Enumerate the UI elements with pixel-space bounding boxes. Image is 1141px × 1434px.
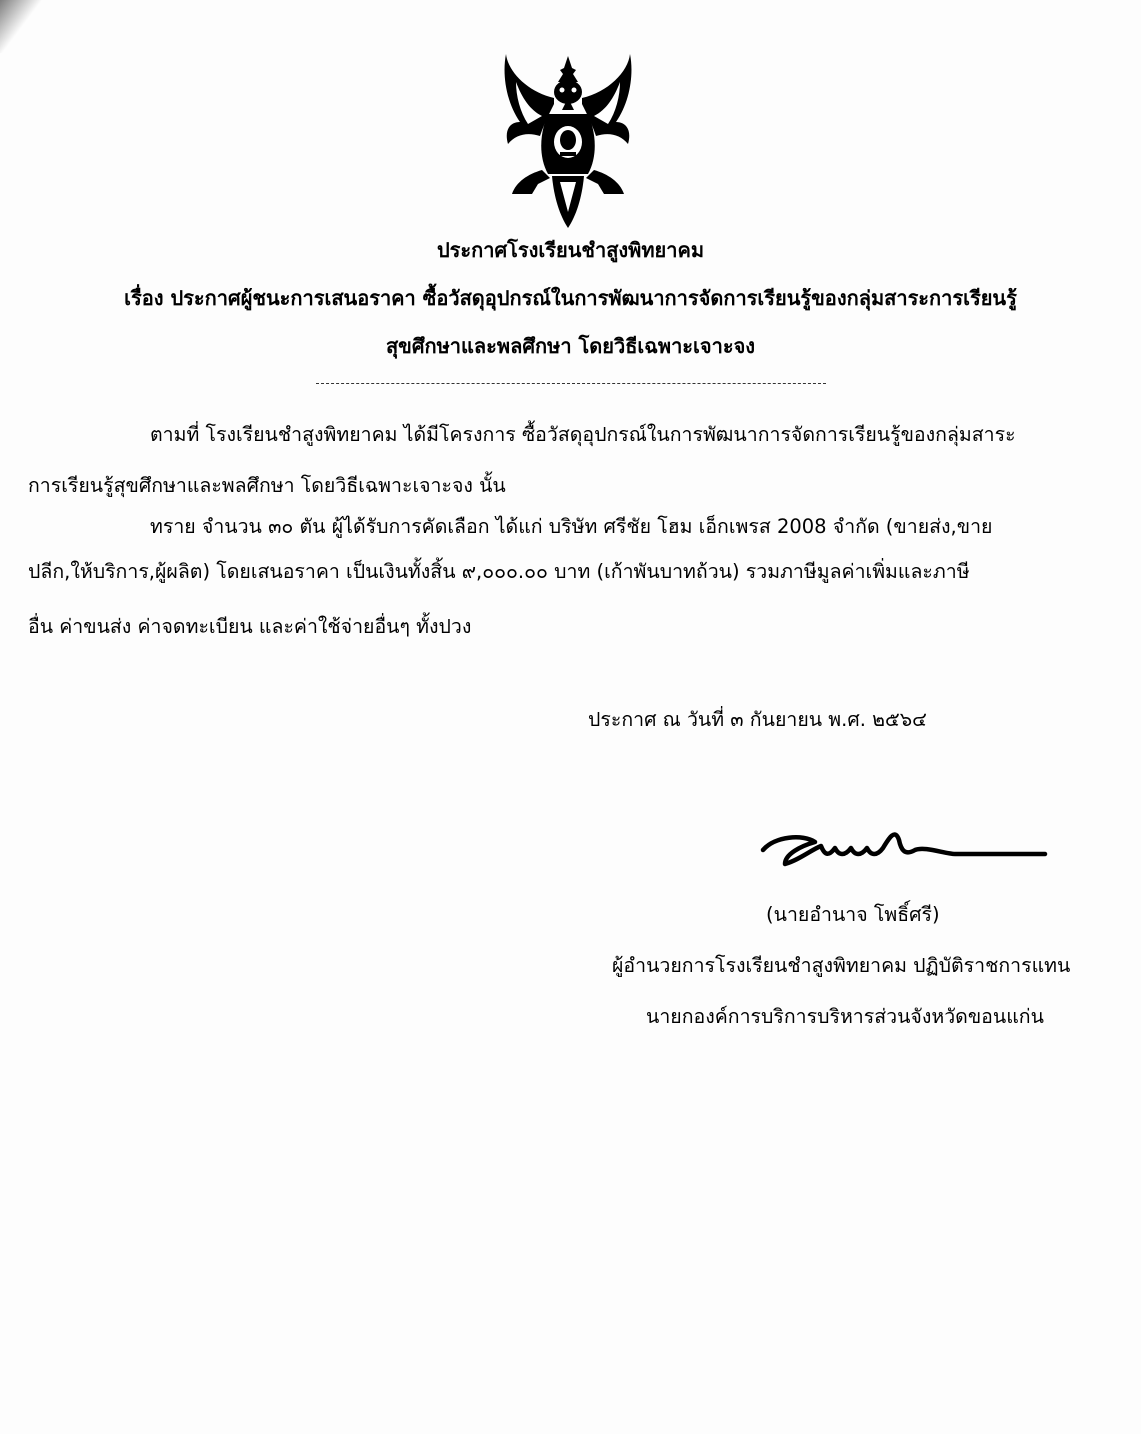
garuda-emblem-icon bbox=[498, 52, 638, 230]
paragraph-2-line-2: ปลีก,ให้บริการ,ผู้ผลิต) โดยเสนอราคา เป็นเงินทั้งสิ้น ๙,๐๐๐.๐๐ บาท (เก้าพันบาทถ้วน) รวมภาษีมูลค่าเพิ่มและภาษี bbox=[28, 560, 970, 583]
signer-position: ผู้อำนวยการโรงเรียนชำสูงพิทยาคม ปฏิบัติราชการแทน bbox=[612, 954, 1071, 977]
announcement-date: ประกาศ ณ วันที่ ๓ กันยายน พ.ศ. ๒๕๖๔ bbox=[588, 708, 927, 731]
paragraph-2-line-1: ทราย จำนวน ๓๐ ตัน ผู้ได้รับการคัดเลือก ได้แก่ บริษัท ศรีชัย โฮม เอ็กเพรส 2008 จำกัด (ขายส่ง,ขาย bbox=[150, 515, 993, 538]
paragraph-2-line-3: อื่น ค่าขนส่ง ค่าจดทะเบียน และค่าใช้จ่ายอื่นๆ ทั้งปวง bbox=[28, 615, 472, 638]
scan-corner-shadow bbox=[0, 0, 86, 58]
signer-name: (นายอำนาจ โพธิ์ศรี) bbox=[766, 903, 940, 926]
paragraph-1-line-2: การเรียนรู้สุขศึกษาและพลศึกษา โดยวิธีเฉพาะเจาะจง นั้น bbox=[28, 474, 506, 497]
separator-line bbox=[316, 383, 826, 384]
signer-position-cont: นายกองค์การบริการบริหารส่วนจังหวัดขอนแก่น bbox=[646, 1005, 1044, 1028]
announcement-subject: เรื่อง ประกาศผู้ชนะการเสนอราคา ซื้อวัสดุอุปกรณ์ในการพัฒนาการจัดการเรียนรู้ของกลุ่มสาระการเรียนรู้ bbox=[124, 286, 1017, 310]
announcement-title: ประกาศโรงเรียนชำสูงพิทยาคม bbox=[436, 238, 705, 262]
paragraph-1-line-1: ตามที่ โรงเรียนชำสูงพิทยาคม ได้มีโครงการ ซื้อวัสดุอุปกรณ์ในการพัฒนาการจัดการเรียนรู้ของกลุ่มสาระ bbox=[150, 423, 1016, 446]
handwritten-signature bbox=[755, 820, 1055, 880]
announcement-subject-cont: สุขศึกษาและพลศึกษา โดยวิธีเฉพาะเจาะจง bbox=[385, 334, 756, 358]
